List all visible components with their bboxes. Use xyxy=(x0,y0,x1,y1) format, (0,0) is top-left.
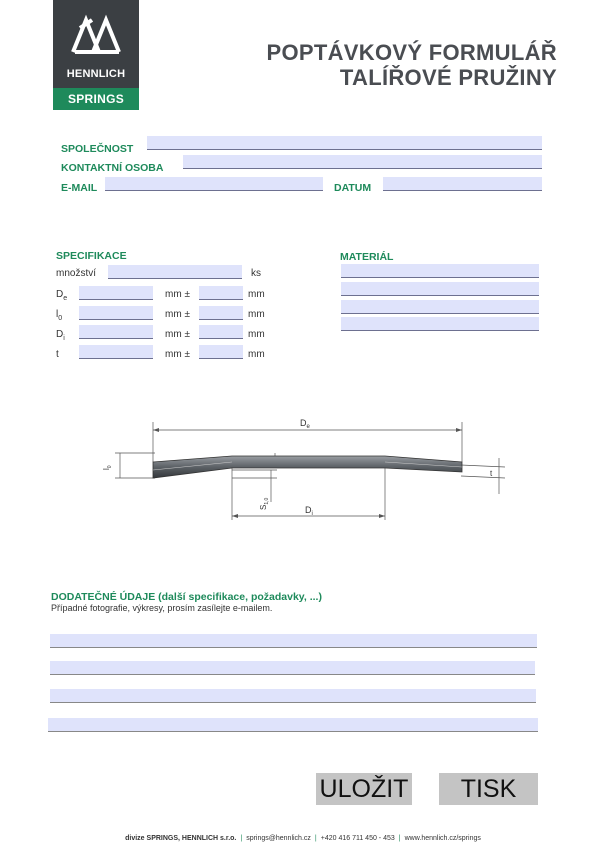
footer xyxy=(0,835,606,842)
spec-row-de-value[interactable] xyxy=(79,286,153,300)
footer-phone: +420 416 711 450 - 453 xyxy=(320,835,395,842)
material-heading: MATERIÁL xyxy=(340,251,394,263)
material-field-2[interactable] xyxy=(341,282,539,296)
title-line-1: POPTÁVKOVÝ FORMULÁŘ xyxy=(266,40,557,65)
notes-line-2[interactable] xyxy=(50,661,535,675)
contact-person-field[interactable] xyxy=(183,155,542,169)
footer-separator: | xyxy=(398,835,401,842)
company-label: SPOLEČNOST xyxy=(61,143,134,155)
footer-separator: | xyxy=(240,835,243,842)
footer-separator: | xyxy=(314,835,317,842)
logo-brand-text: HENNLICH xyxy=(66,68,126,80)
spec-heading: SPECIFIKACE xyxy=(56,250,127,262)
notes-line-4[interactable] xyxy=(48,718,538,732)
quantity-unit: ks xyxy=(251,268,261,279)
date-label: DATUM xyxy=(334,182,372,194)
quantity-field[interactable] xyxy=(108,265,242,279)
save-button[interactable]: ULOŽIT xyxy=(316,773,412,805)
page-title xyxy=(267,40,558,90)
spec-row-di-mm: mm ± xyxy=(165,329,190,340)
diagram-de-label: $D_e$ xyxy=(300,418,310,430)
diagram-l0-label: $l_0$ xyxy=(102,465,113,470)
diagram-t-label: t xyxy=(490,469,493,478)
notes-hint: Případné fotografie, výkresy, prosím zasílejte e-mailem. xyxy=(51,603,273,613)
spec-row-t-symbol: t xyxy=(56,349,59,360)
diagram-s-label: $S_{1,0}$ xyxy=(259,497,270,510)
logo-division-text: SPRINGS xyxy=(53,88,139,110)
disc-spring-diagram xyxy=(95,410,515,525)
spec-row-l0-tolerance[interactable] xyxy=(199,306,243,320)
email-label: E-MAIL xyxy=(61,182,98,194)
diagram-di-label: $D_i$ xyxy=(305,505,313,517)
spec-row-l0-mm: mm ± xyxy=(165,309,190,320)
spec-row-de-unit: mm xyxy=(248,289,265,300)
print-button[interactable]: TISK xyxy=(439,773,538,805)
notes-line-3[interactable] xyxy=(50,689,536,703)
notes-line-1[interactable] xyxy=(50,634,537,648)
email-field[interactable] xyxy=(105,177,323,191)
spec-row-de-mm: mm ± xyxy=(165,289,190,300)
spec-row-de-symbol: $D_e$ xyxy=(56,289,68,302)
footer-web[interactable]: www.hennlich.cz/springs xyxy=(404,835,481,842)
spec-row-de-tolerance[interactable] xyxy=(199,286,243,300)
spec-row-t-value[interactable] xyxy=(79,345,153,359)
footer-division: divize SPRINGS, HENNLICH s.r.o. xyxy=(125,835,237,842)
spec-row-l0-symbol: $l_0$ xyxy=(56,309,63,322)
spec-row-t-unit: mm xyxy=(248,349,265,360)
spec-row-t-mm: mm ± xyxy=(165,349,190,360)
spec-row-l0-value[interactable] xyxy=(79,306,153,320)
spec-row-di-unit: mm xyxy=(248,329,265,340)
spec-row-t-tolerance[interactable] xyxy=(199,345,243,359)
material-field-1[interactable] xyxy=(341,264,539,278)
company-field[interactable] xyxy=(147,136,542,150)
material-field-4[interactable] xyxy=(341,317,539,331)
notes-heading: DODATEČNÉ ÚDAJE (další specifikace, požadavky, ...) xyxy=(51,591,322,603)
spec-row-l0-unit: mm xyxy=(248,309,265,320)
contact-person-label: KONTAKTNÍ OSOBA xyxy=(61,162,164,174)
quantity-label: množství xyxy=(56,268,97,279)
spec-row-di-value[interactable] xyxy=(79,325,153,339)
material-field-3[interactable] xyxy=(341,300,539,314)
footer-email[interactable]: springs@hennlich.cz xyxy=(246,835,311,842)
title-line-2: TALÍŘOVÉ PRUŽINY xyxy=(339,65,557,90)
spec-row-di-tolerance[interactable] xyxy=(199,325,243,339)
date-field[interactable] xyxy=(383,177,542,191)
spec-row-di-symbol: $D_i$ xyxy=(56,329,65,342)
hennlich-logo-icon xyxy=(53,0,139,70)
